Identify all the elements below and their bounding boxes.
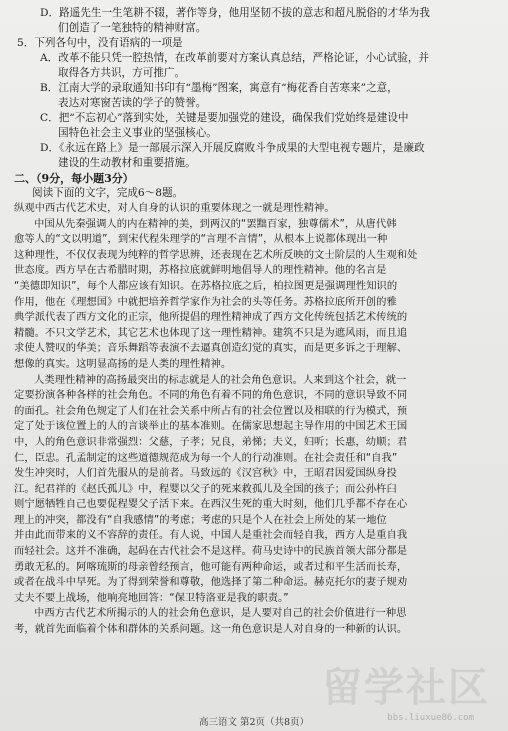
passage-line: 求使人赞叹的华美；音乐舞蹈等表演不去逼真创造幻觉的真实，而是更多诉之于理解、 <box>14 342 408 355</box>
passage-line: 仁，臣忠。孔孟制定的这些道德规范成为每一个人的行动准则。在社会责任和“自我” <box>14 451 398 464</box>
passage-line: 世态度。西方早在古希腊时期，苏格拉底就鲜明地倡导人的理性精神。他的名言是 <box>14 264 387 277</box>
passage-line: 中，人的角色意识非常强烈：父慈，子孝；兄良，弟悌；夫义，妇听；长惠，幼顺；君 <box>14 435 408 448</box>
passage-line: 中西方古代艺术所揭示的人的社会角色意识，是人要对自己的社会价值进行一种思 <box>34 607 407 620</box>
watermark-url: bbs.liuxue86.com <box>387 713 474 723</box>
passage-line: 江。纪君祥的《赵氏孤儿》中，程婴以父子的死来救孤儿及全国的孩子；而公孙杵臼 <box>14 482 397 495</box>
passage-line: 纵观中西古代艺术史，对人自身的认识的重要体现之一就是理性精神。 <box>14 202 335 214</box>
page-footer: 高三语文 第2页（共8页） <box>198 717 310 728</box>
passage-line: 而轻社会。这并不准确，起码在古代社会不是这样。荷马史诗中的民族首领大部分都是 <box>14 545 408 558</box>
passage-line: 人类理性精神的高扬最突出的标志就是人的社会角色意识。人来到这个社会，就一 <box>34 373 407 386</box>
section-2-instructions: 阅读下面的文字，完成6～8题。 <box>32 187 184 199</box>
question-5-stem: 5．下列各句中，没有语病的一项是 <box>17 37 183 49</box>
passage-line: 勇敢无私的。阿喀琉斯的母亲曾经预言，他可能有两种命运，或者过和平生活而长寿， <box>14 560 408 573</box>
passage-line: 丈夫不要上战场，他响亮地回答：“保卫特洛亚是我的职责。” <box>14 591 289 604</box>
passage-line: 想像的真实。这明显高扬的是人类的理性精神。 <box>14 357 232 370</box>
passage-line: 的面孔。社会角色规定了人们在社会关系中所占有的社会位置以及相联的行为模式，预 <box>14 404 408 417</box>
passage-line: 愈等人的“文以明道”，到宋代程朱理学的“言理不言情”，从根本上说都体现出一种 <box>14 233 388 246</box>
question-5-option-c: C．把“不忘初心”落到实处，关键是要加强党的建设，确保我们党始终是建设中 国特色社会主义事业的坚强核心。 <box>40 112 409 139</box>
passage-line: 这种理性，不仅仅表现为纯粹的哲学思辨，还表现在艺术所反映的文士阶层的人生观和处 <box>14 248 418 261</box>
option-d-line-1: D．路遥先生一生笔耕不辍，著作等身，他用坚韧不拔的意志和超凡脱俗的才华为我 <box>40 7 430 19</box>
watermark-logo: 留学社区 <box>322 665 490 711</box>
passage-line: 作用，他在《理想国》中就把培养哲学家作为社会的头等任务。苏格拉底所开创的雅 <box>14 295 397 308</box>
passage-line: 并由此而带来的义不容辞的责任。有人说，中国人是重社会而轻自我，西方人是重自我 <box>14 529 408 542</box>
passage-line: 考，就首先面临着个体和群体的关系问题。这一角色意识是人对自身的一种新的认识。 <box>14 623 408 636</box>
passage-line: 定要扮演各种各样的社会角色。不同的角色有着不同的角色意识，不同的意识导致不同 <box>14 389 408 402</box>
option-d-line-2: 们创造了一笔独特的精神财富。 <box>58 22 207 34</box>
passage-line: 理上的冲突，都没有“自我感情”的考虑；考虑的只是个人在社会上所处的某一地位 <box>14 513 387 526</box>
question-5-option-d: D．《永远在路上》是一部展示深入开展反腐败斗争成果的大型电视专题片，是廉政 建设的生动教材和重要措施。 <box>40 142 425 169</box>
passage-line: 中国从先秦强调人的内在精神的美，到两汉的“罢黜百家，独尊儒术”，从唐代韩 <box>34 217 397 230</box>
section-2-heading: 二、（9分，每小题3分） <box>14 172 134 185</box>
passage-line: 精髓。不只文学艺术，其它艺术也体现了这一理性精神。建筑不只是为遮风雨，而且追 <box>14 326 408 339</box>
passage-line: 定了处于该位置上的人的言谈举止的基本准则。在儒家思想起主导作用的中国艺术王国 <box>14 420 408 433</box>
passage-line: “美德即知识”，每个人都应该有知识。在苏格拉底之后，柏拉图更是强调理性知识的 <box>14 279 398 292</box>
question-5-option-a: A．改革不能只凭一腔热情，在改革前要对方案认真总结，严格论证，小心试验，并 取得各方共识，方可推广。 <box>40 52 430 79</box>
passage-line: 或者在战斗中早死。为了得到荣誉和尊敬，他选择了第二种命运。赫克托尔的妻子规劝 <box>14 576 408 589</box>
reading-passage <box>14 201 496 638</box>
passage-line: 则宁愿牺牲自己也要促程婴父子活下来。在西汉生死的重大时刻，他们几乎都不存在心 <box>14 498 408 511</box>
passage-line: 典学派代表了西方文化的正宗，他所提倡的理性精神成了西方文化传统包括艺术传统的 <box>14 311 408 324</box>
passage-line: 发生冲突时，人们首先服从的是前者。马致远的《汉宫秋》中，王昭君因爱国纵身投 <box>14 467 397 480</box>
question-5-option-b: B．江南大学的录取通知书印有“墨梅”图案，寓意有“梅花香自苦寒来”之意， 表达对寒窗苦读的学子的赞誉。 <box>40 82 398 109</box>
